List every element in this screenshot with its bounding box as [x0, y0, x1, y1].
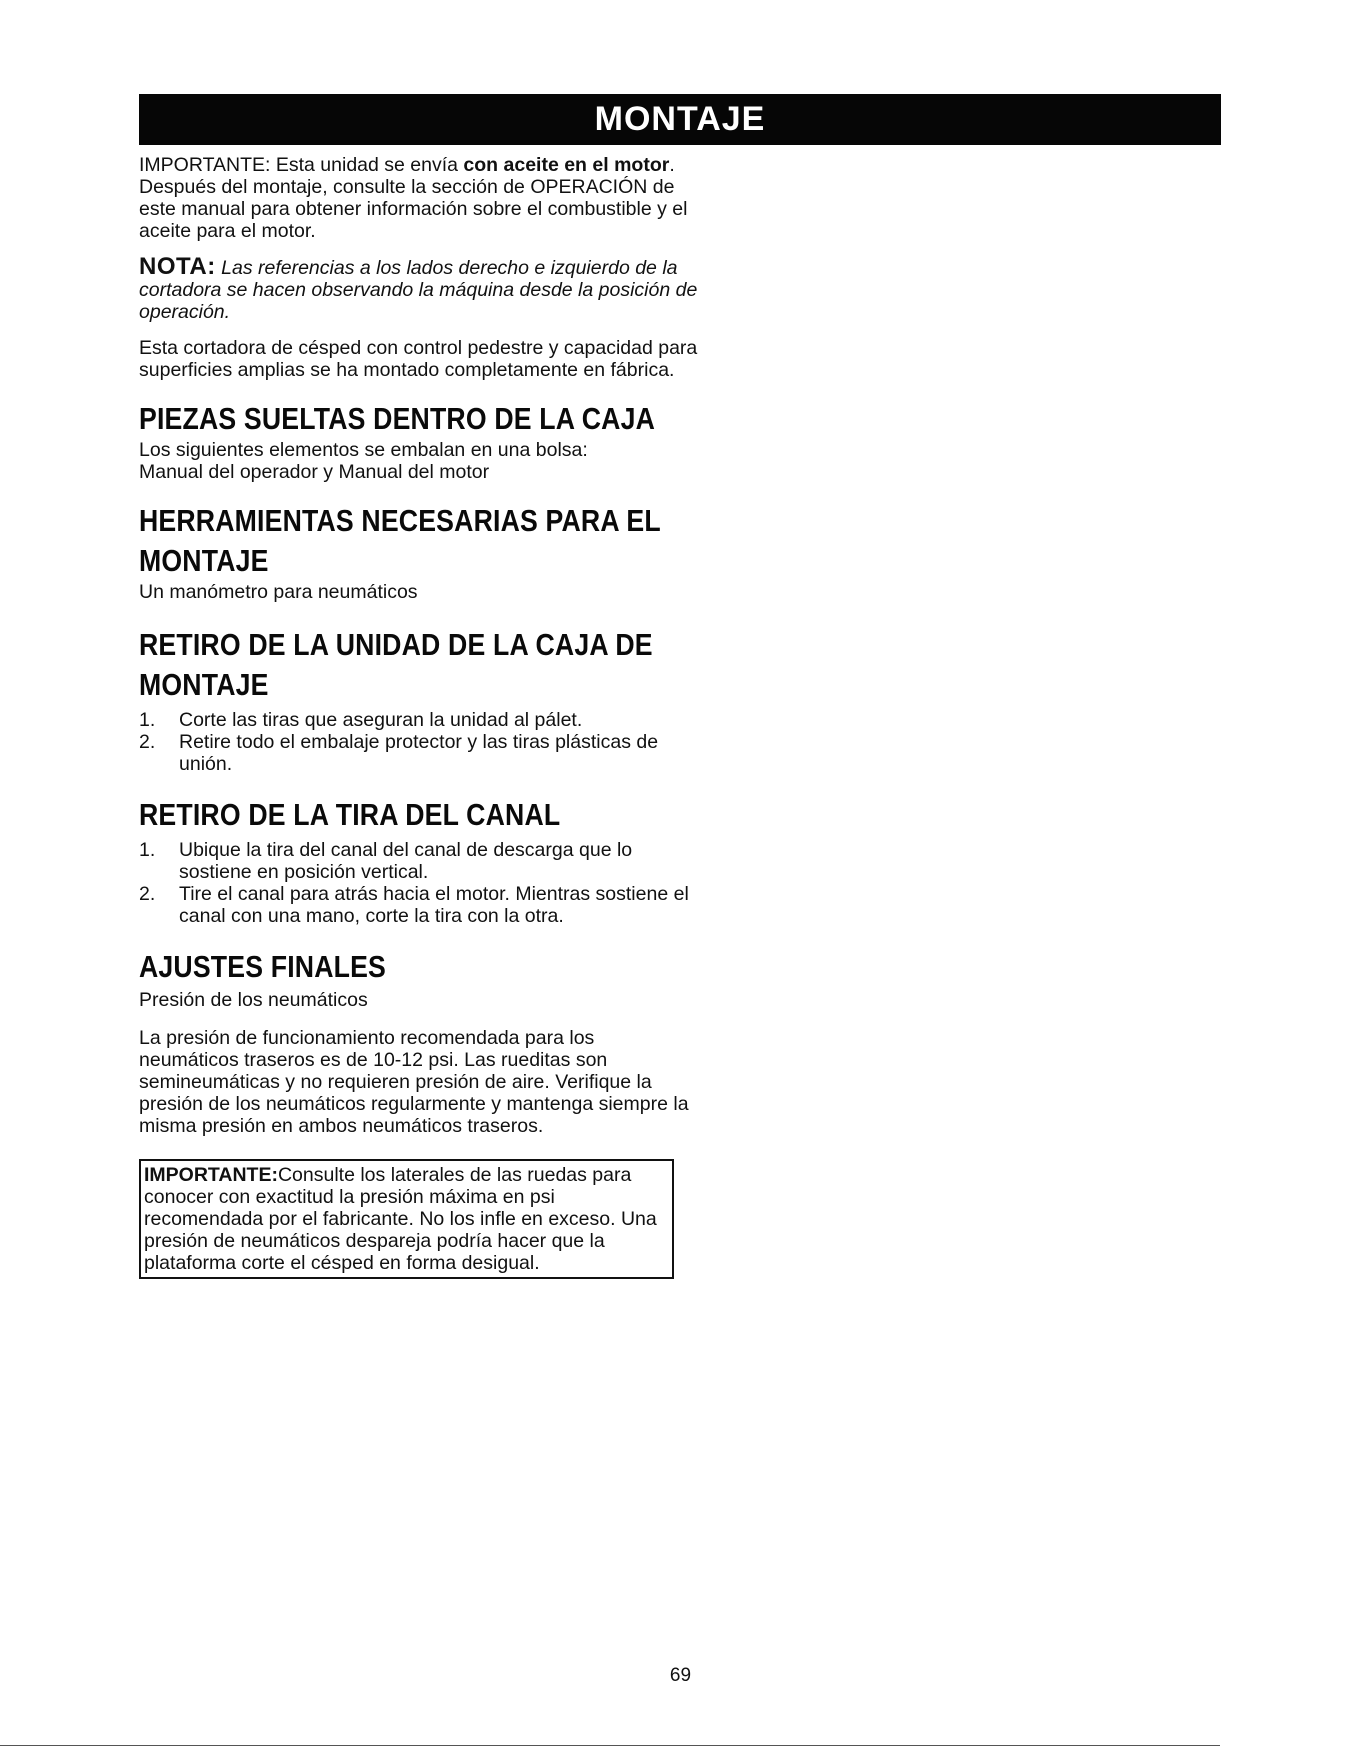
important-text: Consulte los laterales de las ruedas para conocer con exactitud la presión máxima en psi recomendada por el fabricante. No los infle en exceso. Una presión de neumáticos despareja podría hacer que la plataforma corte el césped en forma desigual. [144, 1164, 657, 1274]
step-number: 2. [139, 883, 156, 905]
final-adjustments-heading: AJUSTES FINALES [139, 949, 387, 984]
step-text: Corte las tiras que aseguran la unidad al pálet. [179, 709, 583, 731]
description-paragraph: Esta cortadora de césped con control pedestre y capacidad para superficies amplias se ha montado completamente en fábrica. [139, 337, 698, 381]
tire-pressure-subheading: Presión de los neumáticos [139, 989, 368, 1011]
tire-pressure-paragraph: La presión de funcionamiento recomendada para los neumáticos traseros es de 10-12 psi. Las rueditas son semineumáticas y no requieren presión de aire. Verifique la presión de los neumáticos regularmente y mantenga siempre la misma presión en ambos neumáticos traseros. [139, 1027, 689, 1137]
main-column [139, 154, 699, 1279]
intro-text-2: . Después del montaje, consulte la sección de OPERACIÓN de este manual para obtener información sobre el combustible y el aceite para el motor. [139, 154, 688, 242]
intro-paragraph [139, 154, 699, 242]
note-label: NOTA: [139, 253, 216, 280]
step-text: Tire el canal para atrás hacia el motor. Mientras sostiene el canal con una mano, corte la tira con la otra. [179, 883, 689, 927]
step-text: Ubique la tira del canal del canal de descarga que lo sostiene en posición vertical. [179, 839, 633, 883]
loose-parts-line-1: Los siguientes elementos se embalan en una bolsa: [139, 439, 588, 461]
removal-heading-line-1: RETIRO DE LA UNIDAD DE LA CAJA DE [139, 627, 653, 662]
removal-heading-line-2: MONTAJE [139, 667, 269, 702]
important-notice-box [139, 1159, 674, 1279]
step-number: 2. [139, 731, 156, 753]
loose-parts-line-2: Manual del operador y Manual del motor [139, 461, 490, 483]
tools-heading-line-1: HERRAMIENTAS NECESARIAS PARA EL [139, 503, 661, 538]
bottom-divider [0, 1745, 1220, 1746]
chute-strip-heading: RETIRO DE LA TIRA DEL CANAL [139, 797, 561, 832]
important-label: IMPORTANTE: [144, 1164, 278, 1186]
section-banner [139, 94, 1221, 145]
step-text: Retire todo el embalaje protector y las tiras plásticas de unión. [179, 731, 659, 775]
list-item [139, 883, 699, 927]
loose-parts-heading: PIEZAS SUELTAS DENTRO DE LA CAJA [139, 401, 656, 436]
intro-bold: con aceite en el motor [463, 154, 670, 176]
chute-strip-steps [139, 839, 699, 927]
list-item [139, 839, 699, 883]
step-number: 1. [139, 839, 156, 861]
list-item [139, 731, 699, 775]
page-number: 69 [669, 1665, 692, 1686]
intro-text-1: IMPORTANTE: Esta unidad se envía [139, 154, 464, 176]
removal-steps [139, 709, 699, 775]
tools-text: Un manómetro para neumáticos [139, 581, 418, 603]
note-paragraph [139, 253, 699, 323]
note-text: Las referencias a los lados derecho e izquierdo de la cortadora se hacen observando la máquina desde la posición de operación. [139, 257, 698, 323]
banner-title: MONTAJE [594, 100, 766, 138]
step-number: 1. [139, 709, 156, 731]
list-item [139, 709, 699, 731]
tools-heading-line-2: MONTAJE [139, 543, 269, 578]
